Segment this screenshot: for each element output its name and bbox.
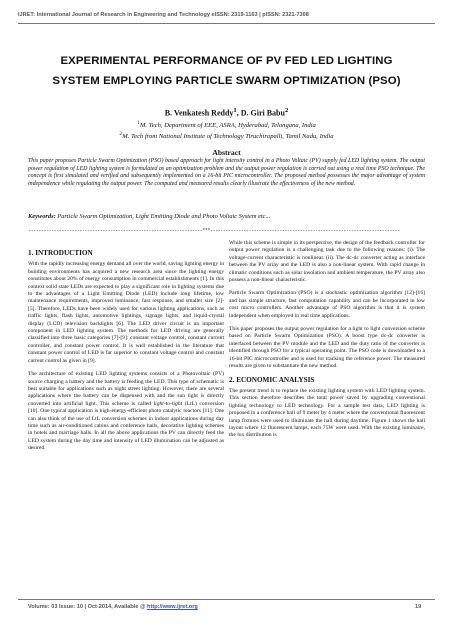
right-column xyxy=(229,240,425,446)
paper-title xyxy=(20,51,433,91)
author-1: B. Venkatesh Reddy xyxy=(164,108,234,118)
footer-text: Volume: 03 Issue: 10 | Oct-2014, Available @ xyxy=(28,604,148,610)
title-line-2: SYSTEM EMPLOYING PARTICLE SWARM OPTIMIZATION (PSO) xyxy=(52,75,401,87)
introduction-paragraph-1: With the rapidly increasing energy demand all over the world, saving lighting energy in building environments has acquired a new research area since the lighting energy constitutes about 20% of energy consumption in commercial establishments [1]. In this context solid state LEDs are expected to play a significant role in lighting systems due to the advantages of a Light Emitting Diode (LED) include long lifetime, low maintenance requirements, improved luminance, fast response, and smaller size [2]-[5]. Therefore, LEDs have been widely used for various lighting applications, such as traffic lights, flash lights, automotive lightings, signage lights, and liquid-crystal display (LCD) television backlights [6]. The LED driver circuit is an important component in LED lighting system. The methods for LED driving are generally classified into three basic categories [7]-[9]: constant voltage control, constant current controller, and constant power control. It is well established in the literature that constant power control of LED is far superior to constant voltage control and constant current control as given in [9]. xyxy=(28,261,224,364)
title-line-1: EXPERIMENTAL PERFORMANCE OF PV FED LED LIGHTING xyxy=(60,55,393,67)
section-separator: --------------------------------------------------------------------***-------------------------------------------------------------------------- xyxy=(28,228,400,234)
keywords-label: Keywords: xyxy=(28,213,56,220)
affiliations xyxy=(20,119,433,141)
economic-analysis-paragraph: The present trend is to replace the existing lighting system with LED lighting system. This section therefore describes the total power saved by upgrading conventional lighting technology to LED technology. For a sample test data, LED lighting is proposed in a conference hall of 9 meter by 4 meter where the conventional fluorescent lamp fixtures were used to illuminate the hall during daytime. Figure 1 shows the hall layout where 12 fluorescent lamps, each 75W were used. With the existing luminaire, the lux distribution is xyxy=(229,387,425,439)
affiliation-2-sup: 2 xyxy=(119,131,123,138)
author-separator: , xyxy=(236,108,241,118)
introduction-heading: 1. INTRODUCTION xyxy=(28,249,93,257)
journal-link[interactable]: http://www.ijret.org xyxy=(147,604,198,610)
intro-p2-part-b: (LtL) conversion [10]. One typical application is high-energy-efficient photo catalytic reactors [11]. One can also think of the use of LtL conversion schemes in indoor applications during day time such as air-conditioned cabins and conference halls, decorative lighting schemes in hotels and marriage halls. In all the above applications the PV can directly feed the LED system during the day time and intensity of LED illumination can be adjusted as desired. xyxy=(28,400,224,452)
introduction-paragraph-2 xyxy=(28,371,224,452)
author-2-sup: 2 xyxy=(284,107,289,114)
intro-p2-emphasis: light-to-light xyxy=(153,400,183,407)
journal-header: IJRET: International Journal of Research in Engineering and Technology eISSN: 2319-1163 | pISSN: 2321-7308 xyxy=(18,12,309,18)
footer-rule xyxy=(18,599,435,600)
author-1-sup: 1 xyxy=(233,107,237,114)
author-2: D. Giri Babu xyxy=(240,108,285,118)
right-paragraph-1: While this scheme is simple in its perspective, the design of the feedback controller for output power regulation is a challenging task due to the following reasons: (i). The voltage-current characteristic is nonlinear. (ii). The dc-dc converter acting as interface between the PV array and the LED is also a non-linear system. With rapid change in climatic conditions such as solar insolation and ambient temperature, the PV array also possess a non-linear characteristic. xyxy=(229,240,425,284)
keywords xyxy=(28,213,425,220)
abstract-text: This paper proposes Particle Swarm Optimization (PSO) based approach for light intensity control in a Photo Voltaic (PV) supply fed LED lighting system. The output power regulation of LED lighting system is formulated as an optimization problem and the output power regulation is carried out using a real time PSO technique. The concept is first simulated and verified and subsequently implemented on a 16-bit PIC microcontroller. The proposed method possesses the major advantage of system independence while regulating the output power. The computed and measured results clearly illustrate the effectiveness of the new method. xyxy=(28,158,425,187)
economic-analysis-heading: 2. ECONOMIC ANALYSIS xyxy=(229,375,315,384)
right-paragraph-2: Particle Swarm Optimization (PSO) is a stochastic optimization algorithm [12]-[16] and has simple structure, fast computation capability and can be incorporated in low cost micro controllers. Another advantage of PSO algorithm is that it is system independent when employed in real time applications. xyxy=(229,290,425,319)
left-column xyxy=(28,250,224,459)
intro-p2-part-a: The architecture of existing LED lighting systems consists of a Photovoltaic (PV) source charging a battery and the battery is feeding the LED. This type of schematic is best suitable for applications such as night street lighting. However, there are several applications where the battery can be dispensed with and the sun light is directly converted into artificial light. This scheme is called xyxy=(28,371,224,407)
page-number: 19 xyxy=(415,604,422,610)
affiliation-1: M. Tech, Department of EEE, ASRA, Hyderabad, Telangana, India xyxy=(139,122,316,130)
affiliation-2: M. Tech from National Institute of Technology Tiruchirapalli, Tamil Nadu, India xyxy=(122,133,334,141)
footer xyxy=(28,604,408,610)
header-rule xyxy=(18,23,435,24)
authors xyxy=(20,107,433,118)
affiliation-1-sup: 1 xyxy=(137,120,140,126)
right-paragraph-3: This paper proposes the output power regulation for a light to light conversion scheme based on Particle Swarm Optimization (PSO). A boost type dc-dc converter is interfaced between the PV module and the LED and the duty ratio of the converter is identified through PSO for a typical operating point. The PSO code is downloaded to a 16-bit PIC microcontroller and is used for tracking the reference power. The measured results are given to substantiate the new method. xyxy=(229,326,425,370)
abstract-heading: Abstract xyxy=(212,148,241,157)
keywords-text: Particle Swarm Optimization, Light Emitting Diode and Photo Voltaic System etc... xyxy=(55,213,271,220)
